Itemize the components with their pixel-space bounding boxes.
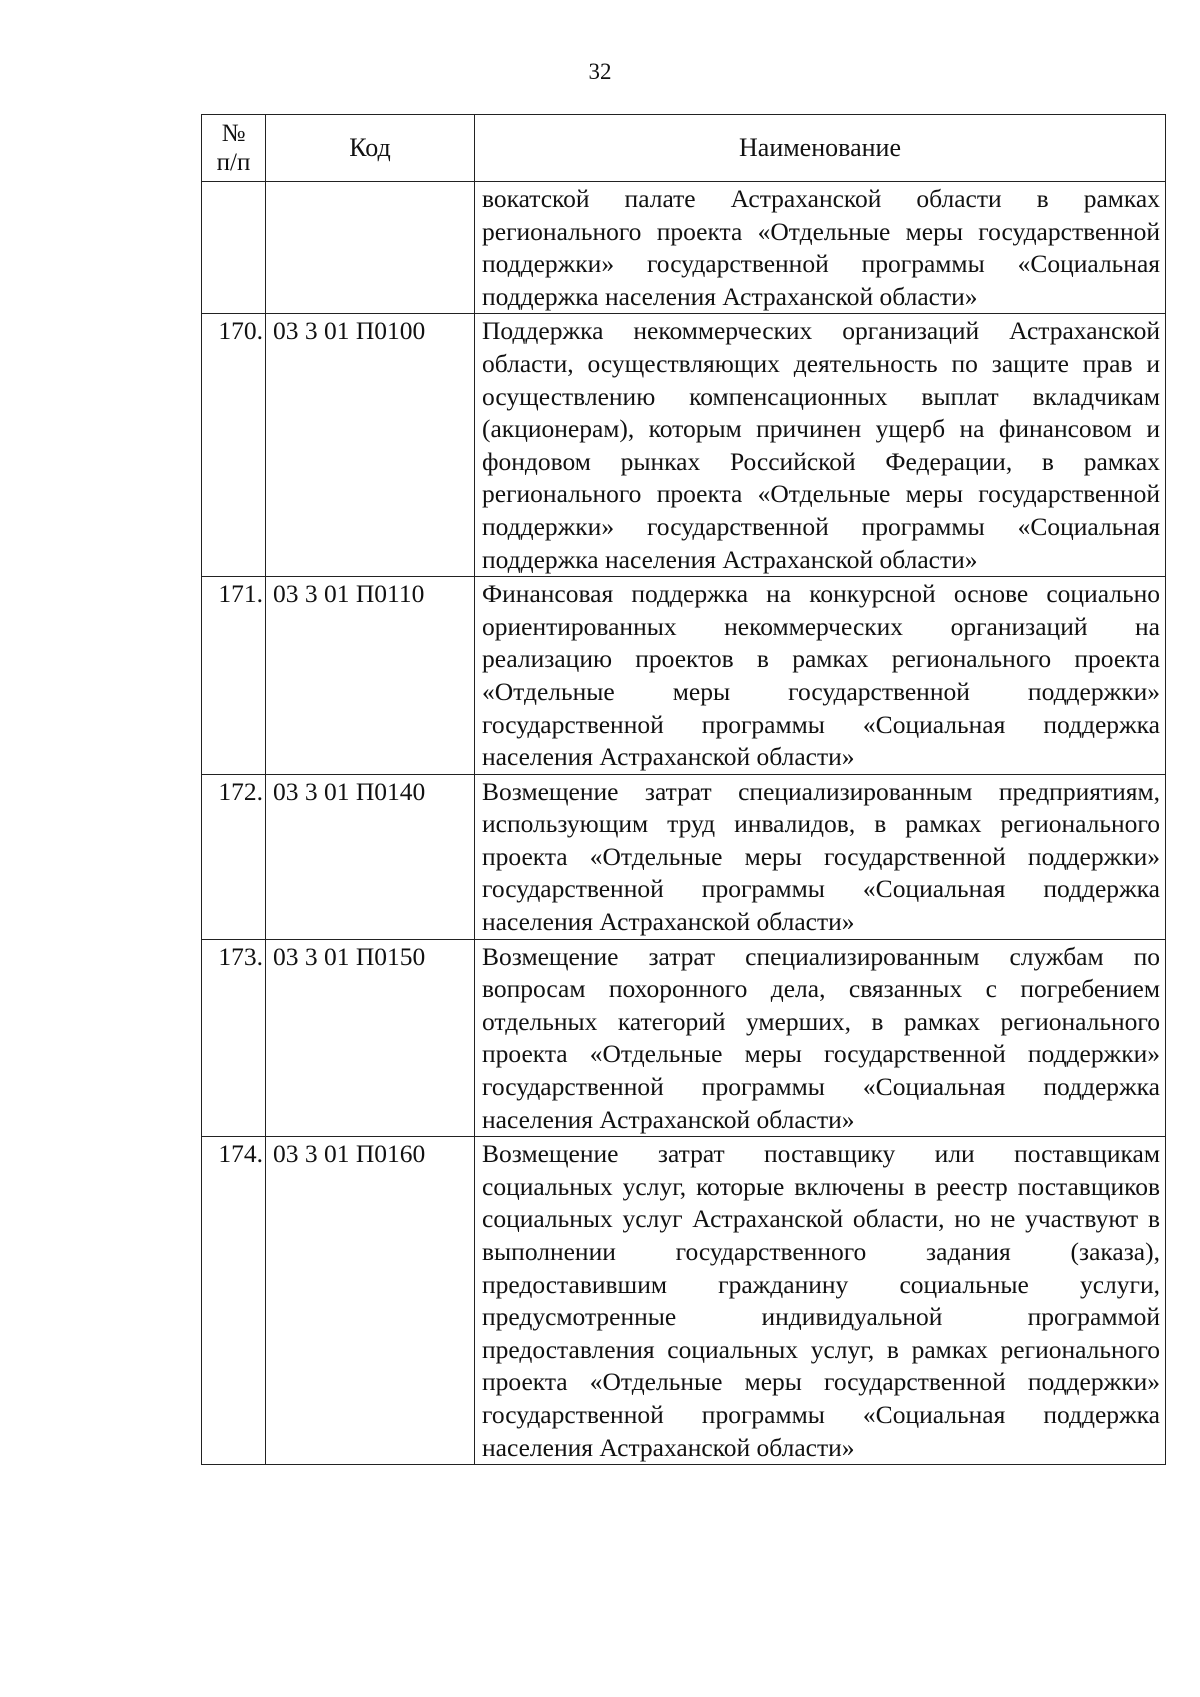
row-code: 03 3 01 П0150	[266, 939, 475, 1137]
budget-classification-table	[201, 114, 1166, 1465]
row-number: 171.	[202, 577, 266, 775]
row-code: 03 3 01 П0100	[266, 314, 475, 577]
table-row	[202, 314, 1166, 577]
header-name: Наименование	[475, 115, 1166, 182]
row-code: 03 3 01 П0140	[266, 774, 475, 939]
row-number: 174.	[202, 1137, 266, 1465]
row-number: 172.	[202, 774, 266, 939]
row-name: Возмещение затрат специализированным предприятиям, использующим труд инвалидов, в рамках регионального проекта «Отдельные меры государственной поддержки» государственной программы «Социальная поддержка населения Астраханской области»	[475, 774, 1166, 939]
row-number: 173.	[202, 939, 266, 1137]
header-number-abbrev: п/п	[216, 149, 251, 176]
row-number	[202, 182, 266, 314]
row-name: Возмещение затрат поставщику или поставщикам социальных услуг, которые включены в реестр поставщиков социальных услуг Астраханской области, но не участвуют в выполнении государственного задания (заказа), предоставившим гражданину социальные услуги, предусмотренные индивидуальной программой предоставления социальных услуг, в рамках регионального проекта «Отдельные меры государственной поддержки» государственной программы «Социальная поддержка населения Астраханской области»	[475, 1137, 1166, 1465]
page-number: 32	[588, 59, 612, 84]
table-row	[202, 939, 1166, 1137]
header-code: Код	[266, 115, 475, 182]
table-row	[202, 774, 1166, 939]
header-number	[202, 115, 266, 182]
row-name: Финансовая поддержка на конкурсной основе социально ориентированных некоммерческих организаций на реализацию проектов в рамках регионального проекта «Отдельные меры государственной поддержки» государственной программы «Социальная поддержка населения Астраханской области»	[475, 577, 1166, 775]
row-code	[266, 182, 475, 314]
row-code: 03 3 01 П0110	[266, 577, 475, 775]
row-name: Возмещение затрат специализированным службам по вопросам похоронного дела, связанных с погребением отдельных категорий умерших, в рамках регионального проекта «Отдельные меры государственной поддержки» государственной программы «Социальная поддержка населения Астраханской области»	[475, 939, 1166, 1137]
table-row	[202, 182, 1166, 314]
row-number: 170.	[202, 314, 266, 577]
row-name: вокатской палате Астраханской области в рамках регионального проекта «Отдельные меры государственной поддержки» государственной программы «Социальная поддержка населения Астраханской области»	[475, 182, 1166, 314]
header-row	[202, 115, 1166, 182]
row-code: 03 3 01 П0160	[266, 1137, 475, 1465]
table-header	[202, 115, 1166, 182]
table-body	[202, 182, 1166, 1465]
table-row	[202, 1137, 1166, 1465]
header-number-sign: №	[221, 120, 246, 147]
table-row	[202, 577, 1166, 775]
row-name: Поддержка некоммерческих организаций Астраханской области, осуществляющих деятельность по защите прав и осуществлению компенсационных выплат вкладчикам (акционерам), которым причинен ущерб на финансовом и фондовом рынках Российской Федерации, в рамках регионального проекта «Отдельные меры государственной поддержки» государственной программы «Социальная поддержка населения Астраханской области»	[475, 314, 1166, 577]
